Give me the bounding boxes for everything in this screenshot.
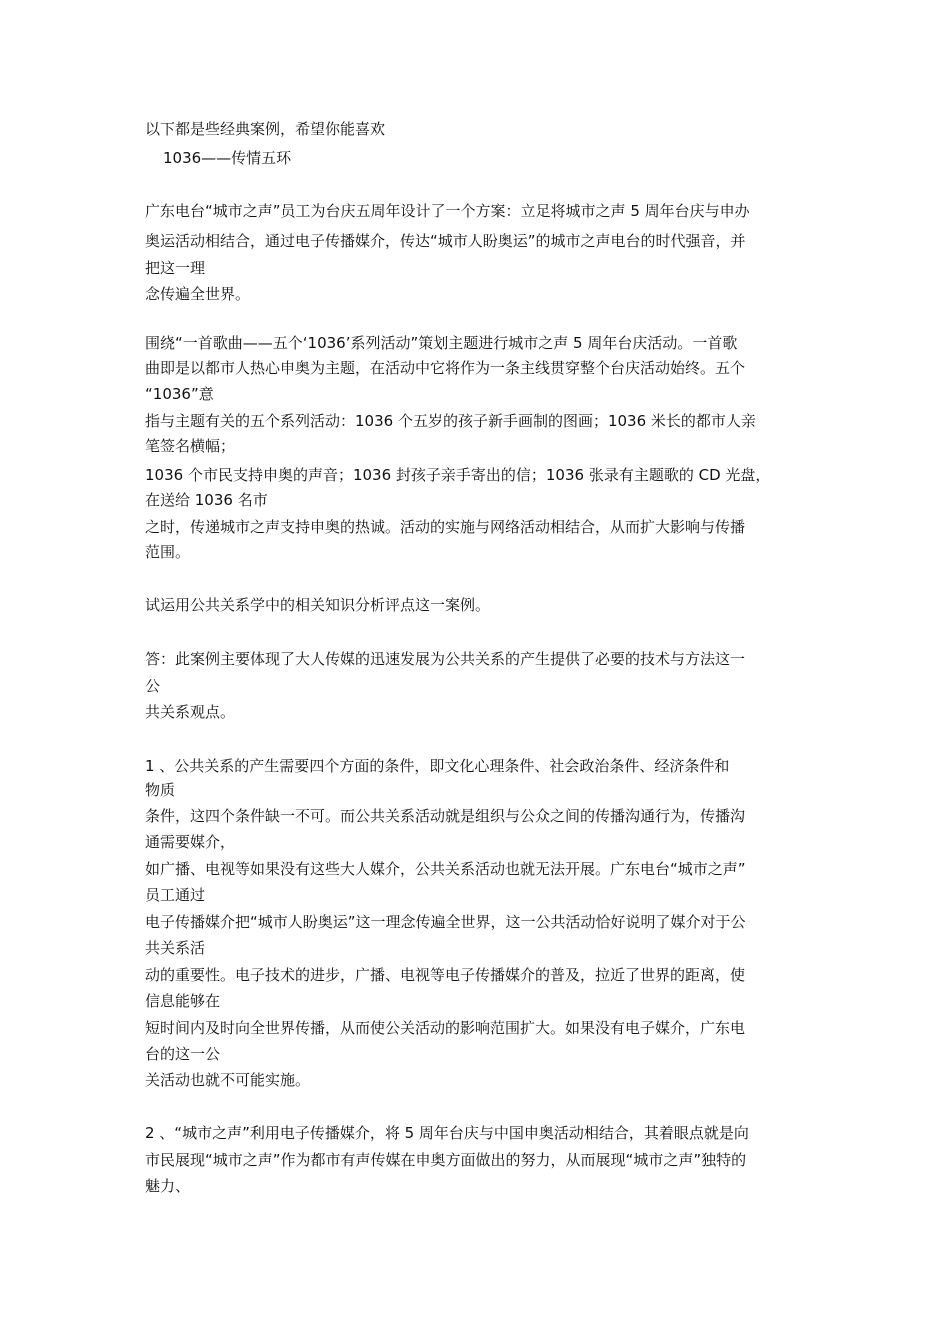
paragraph-line: 如广播、电视等如果没有这些大人媒介，公共关系活动也就无法开展。广东电台“城市之声”: [145, 860, 746, 878]
paragraph-line: 范围。: [145, 543, 191, 561]
paragraph-line: 市民展现“城市之声”作为都市有声传媒在申奥方面做出的努力，从而展现“城市之声”独特的: [145, 1151, 747, 1169]
paragraph-line: 魅力、: [145, 1177, 191, 1195]
paragraph-line: 念传遍全世界。: [145, 285, 251, 303]
paragraph-line: 共关系活: [145, 939, 206, 957]
paragraph-line: 台的这一公: [145, 1045, 221, 1063]
paragraph-line: 围绕“一首歌曲——五个‘1036’系列活动”策划主题进行城市之声 5 周年台庆活动。一首歌: [145, 334, 738, 352]
paragraph-line: 广东电台“城市之声”员工为台庆五周年设计了一个方案：立足将城市之声 5 周年台庆与申办: [145, 202, 750, 220]
paragraph-line: 短时间内及时向全世界传播，从而使公关活动的影响范围扩大。如果没有电子媒介，广东电: [145, 1019, 746, 1037]
paragraph-line: 2 、“城市之声”利用电子传播媒介，将 5 周年台庆与中国申奥活动相结合，其着眼点就是向: [145, 1124, 749, 1142]
paragraph-line: 条件，这四个条件缺一不可。而公共关系活动就是组织与公众之间的传播沟通行为，传播沟: [145, 807, 746, 825]
paragraph-line: 之时，传递城市之声支持申奥的热诚。活动的实施与网络活动相结合，从而扩大影响与传播: [145, 518, 746, 536]
paragraph-line: 笔签名横幅；: [145, 437, 236, 455]
paragraph-line: 动的重要性。电子技术的进步，广播、电视等电子传播媒介的普及，拉近了世界的距离，使: [145, 966, 746, 984]
paragraph-line: 电子传播媒介把“城市人盼奥运”这一理念传遍全世界，这一公共活动恰好说明了媒介对于公: [145, 913, 746, 931]
paragraph-line: 曲即是以都市人热心申奥为主题，在活动中它将作为一条主线贯穿整个台庆活动始终。五个: [145, 359, 746, 377]
answer-line: 共关系观点。: [145, 703, 236, 721]
paragraph-line: 奥运活动相结合，通过电子传播媒介，传达“城市人盼奥运”的城市之声电台的时代强音，并: [145, 232, 746, 250]
paragraph-line: 1036 个市民支持申奥的声音；1036 封孩子亲手寄出的信；1036 张录有主题歌的 CD 光盘，: [145, 466, 771, 484]
paragraph-line: “1036”意: [145, 385, 214, 403]
paragraph-line: 物质: [145, 781, 176, 799]
paragraph-line: 通需要媒介，: [145, 833, 236, 851]
paragraph-line: 员工通过: [145, 886, 206, 904]
paragraph-line: 关活动也就不可能实施。: [145, 1071, 311, 1089]
paragraph-line: 把这一理: [145, 259, 206, 277]
paragraph-line: 信息能够在: [145, 992, 221, 1010]
case-title: 1036——传情五环: [163, 149, 292, 167]
paragraph-line: 1 、公共关系的产生需要四个方面的条件，即文化心理条件、社会政治条件、经济条件和: [145, 757, 730, 775]
paragraph-line: 在送给 1036 名市: [145, 491, 268, 509]
question-line: 试运用公共关系学中的相关知识分析评点这一案例。: [145, 596, 491, 614]
answer-line: 答：此案例主要体现了大人传媒的迅速发展为公共关系的产生提供了必要的技术与方法这一: [145, 650, 746, 668]
paragraph-line: 指与主题有关的五个系列活动：1036 个五岁的孩子新手画制的图画；1036 米长的都市人亲: [145, 412, 756, 430]
answer-line: 公: [145, 677, 161, 695]
intro-line: 以下都是些经典案例，希望你能喜欢: [145, 120, 386, 138]
